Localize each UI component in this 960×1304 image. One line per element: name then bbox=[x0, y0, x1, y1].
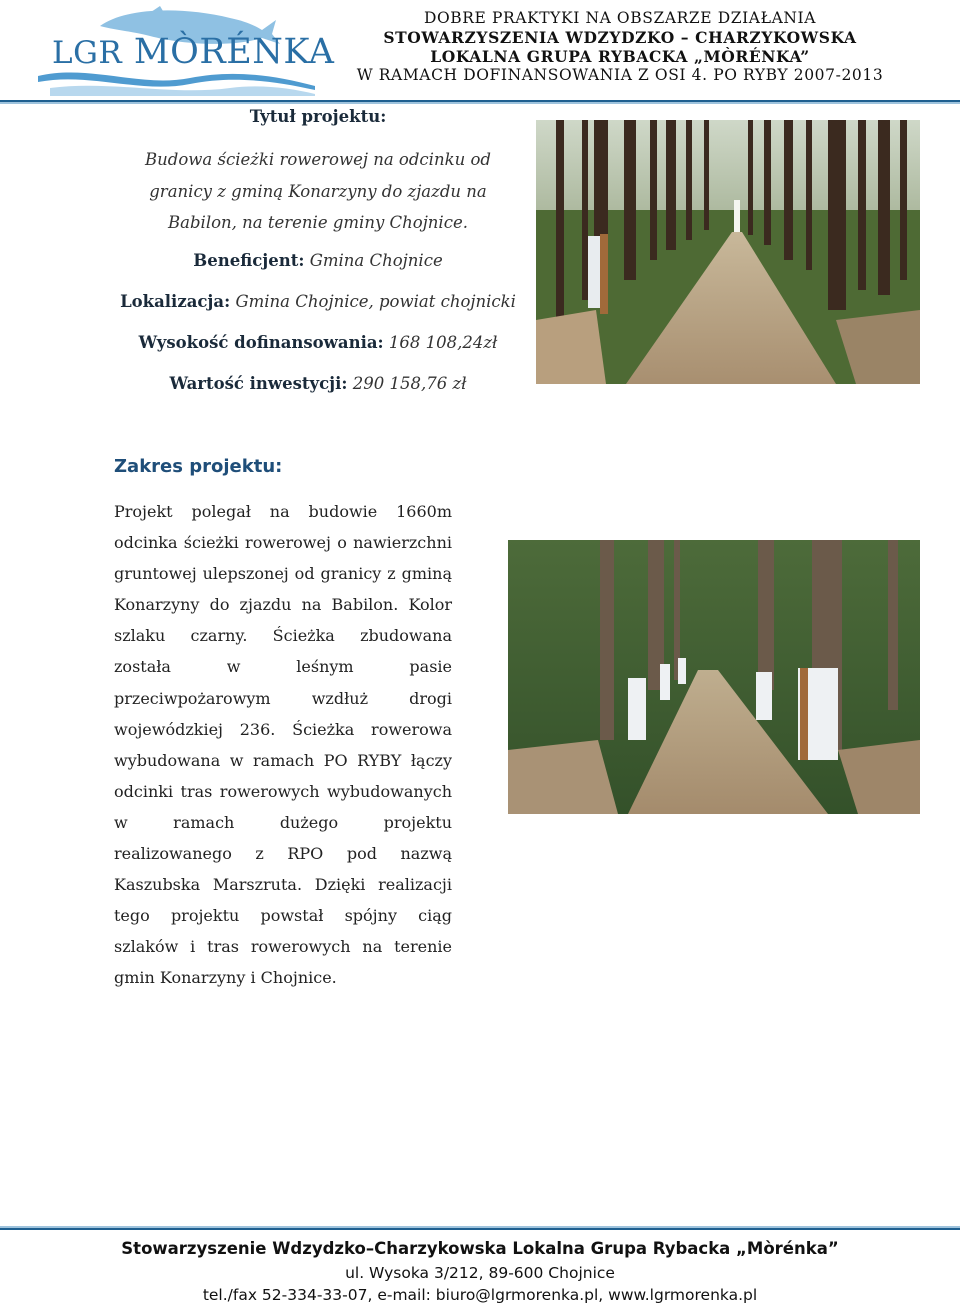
logo-text-morenka: MÒRÉNKA bbox=[133, 32, 335, 72]
footer-organization: Stowarzyszenie Wdzydzko–Charzykowska Lokalna Grupa Rybacka „Mòrénka” bbox=[121, 1239, 839, 1258]
investment-row bbox=[100, 374, 536, 393]
lgr-morenka-logo bbox=[30, 4, 335, 96]
forest-path-photo-2 bbox=[508, 540, 920, 814]
funding-label: Wysokość dofinansowania: bbox=[138, 333, 384, 352]
logo-wordmark bbox=[52, 32, 334, 72]
logo-text-lgr: LGR bbox=[52, 35, 123, 71]
beneficiary-row bbox=[100, 251, 536, 270]
footer-address: ul. Wysoka 3/212, 89-600 Chojnice bbox=[345, 1264, 615, 1282]
header-divider bbox=[0, 100, 960, 104]
header-line-4: W RAMACH DOFINANSOWANIA Z OSI 4. PO RYBY 2007-2013 bbox=[356, 66, 884, 84]
header-line-3: LOKALNA GRUPA RYBACKA „MÒRÉNKA” bbox=[430, 47, 810, 66]
project-title-value: Budowa ścieżki rowerowej na odcinku od granicy z gminą Konarzyny do zjazdu na Babilon, na terenie gminy Chojnice. bbox=[145, 150, 491, 232]
footer-contact: tel./fax 52-334-33-07, e-mail: biuro@lgrmorenka.pl, www.lgrmorenka.pl bbox=[202, 1286, 758, 1304]
location-row bbox=[100, 292, 536, 311]
page-footer bbox=[0, 1236, 960, 1304]
page-header bbox=[0, 0, 960, 104]
investment-label: Wartość inwestycji: bbox=[169, 374, 348, 393]
beneficiary-label: Beneficjent: bbox=[193, 251, 305, 270]
location-label: Lokalizacja: bbox=[120, 292, 231, 311]
location-value: Gmina Chojnice, powiat chojnicki bbox=[235, 292, 516, 311]
forest-path-photo-1 bbox=[536, 120, 920, 384]
header-line-2: STOWARZYSZENIA WDZYDZKO – CHARZYKOWSKA bbox=[383, 28, 857, 47]
header-title-block bbox=[300, 9, 940, 85]
beneficiary-value: Gmina Chojnice bbox=[309, 251, 443, 270]
funding-row bbox=[100, 333, 536, 352]
project-title-label: Tytuł projektu: bbox=[249, 107, 387, 126]
scope-heading: Zakres projektu: bbox=[114, 456, 283, 477]
footer-divider bbox=[0, 1226, 960, 1230]
investment-value: 290 158,76 zł bbox=[352, 374, 467, 393]
scope-body: Projekt polegał na budowie 1660m odcinka ścieżki rowerowej o nawierzchni gruntowej ulepszonej od granicy z gminą Konarzyny do zjazdu na Babilon. Kolor szlaku czarny. Ścieżka zbudowana została w leśnym pasie przeciwpożarowym wzdłuż drogi wojewódzkiej 236. Ścieżka rowerowa wybudowana w ramach PO RYBY łączy odcinki tras rowerowych wybudowanych w ramach dużego projektu realizowanego z RPO pod nazwą Kaszubska Marszruta. Dzięki realizacji tego projektu powstał spójny ciąg szlaków i tras rowerowych na terenie gmin Konarzyny i Chojnice. bbox=[114, 502, 452, 988]
funding-value: 168 108,24zł bbox=[388, 333, 498, 352]
header-line-1: DOBRE PRAKTYKI NA OBSZARZE DZIAŁANIA bbox=[423, 9, 817, 27]
